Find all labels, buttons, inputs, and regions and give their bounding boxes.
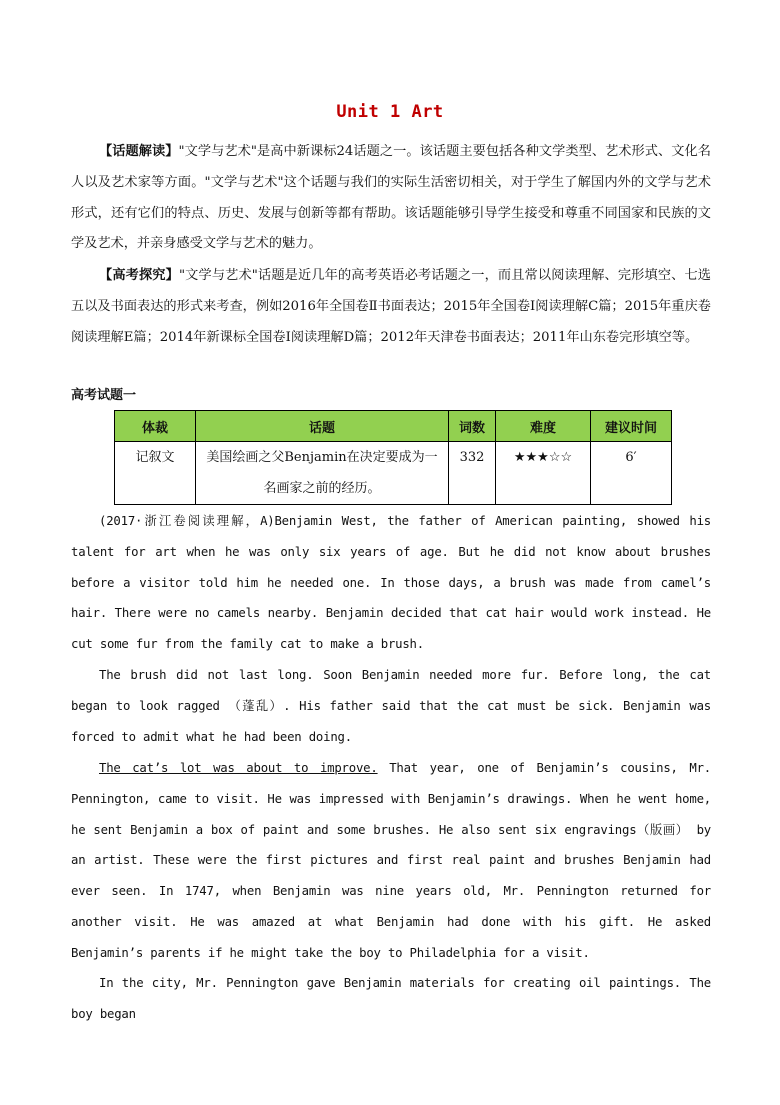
header-suggested-time: 建议时间 bbox=[591, 411, 672, 442]
topic-value: 美国绘画之父Benjamin在决定要成为一名画家之前的经历。 bbox=[206, 450, 438, 496]
difficulty-stars: ★★★☆☆ bbox=[513, 450, 573, 465]
header-topic: 话题 bbox=[196, 411, 449, 442]
exam-explore-paragraph bbox=[71, 261, 711, 353]
topic-intro-label: 【话题解读】 bbox=[99, 144, 179, 159]
passage-paragraph-4: In the city, Mr. Pennington gave Benjamin materials for creating oil paintings. The boy began bbox=[71, 976, 711, 1021]
cell-word-count bbox=[449, 442, 496, 505]
topic-intro-paragraph bbox=[71, 137, 711, 260]
cell-difficulty bbox=[496, 442, 591, 505]
header-word-count: 词数 bbox=[449, 411, 496, 442]
cell-genre bbox=[115, 442, 196, 505]
table-row bbox=[115, 442, 672, 505]
word-count-value: 332 bbox=[459, 450, 485, 465]
table-header-row bbox=[115, 411, 672, 442]
underlined-sentence: The cat’s lot was about to improve. bbox=[99, 761, 378, 775]
topic-intro-text: "文学与艺术"是高中新课标24话题之一。该话题主要包括各种文学类型、艺术形式、文化名人以及艺术家等方面。"文学与艺术"这个话题与我们的实际生活密切相关，对于学生了解国内外的文学与艺术形式，还有它们的特点、历史、发展与创新等都有帮助。该话题能够引导学生接受和尊重不同国家和民族的文学及艺术，并亲身感受文学与艺术的魅力。 bbox=[71, 144, 711, 252]
passage-paragraph-3 bbox=[71, 753, 711, 968]
page-title: Unit 1 Art bbox=[336, 102, 444, 122]
passage-paragraph-1: (2017·浙江卷阅读理解，A)Benjamin West, the father of American painting, showed his talent for art when he was only six years of age. But he did not know about brushes before a visitor told him he needed one. In those days, a brush was made from camel’s hair. There were no camels nearby. Benjamin decided that cat hair would work instead. He cut some fur from the family cat to make a brush. bbox=[71, 514, 711, 651]
header-genre: 体裁 bbox=[115, 411, 196, 442]
suggested-time-value: 6′ bbox=[625, 450, 637, 465]
passage-paragraph-2: The brush did not last long. Soon Benjamin needed more fur. Before long, the cat began to look ragged （蓬乱）. His father said that the cat must be sick. Benjamin was forced to admit what he had been doing. bbox=[71, 668, 711, 744]
passage-paragraph-3-text: That year, one of Benjamin’s cousins, Mr. Pennington, came to visit. He was impressed with Benjamin’s drawings. When he went home, he sent Benjamin a box of paint and some brushes. He also sent six engravings（版画） by an artist. These were the first pictures and first real paint and brushes Benjamin had ever seen. In 1747, when Benjamin was nine years old, Mr. Pennington returned for another visit. He was amazed at what Benjamin had done with his gift. He asked Benjamin’s parents if he might take the boy to Philadelphia for a visit. bbox=[71, 761, 711, 960]
exam-explore-text: "文学与艺术"话题是近几年的高考英语必考话题之一，而且常以阅读理解、完形填空、七选五以及书面表达的形式来考查，例如2016年全国卷Ⅱ书面表达；2015年全国卷Ⅰ阅读理解C篇；2015年重庆卷阅读理解E篇；2014年新课标全国卷Ⅰ阅读理解D篇；2012年天津卷书面表达；2011年山东卷完形填空等。 bbox=[71, 268, 711, 345]
passage-info-table bbox=[114, 410, 672, 505]
exam-explore-label: 【高考探究】 bbox=[99, 268, 179, 283]
header-difficulty: 难度 bbox=[496, 411, 591, 442]
cell-suggested-time bbox=[591, 442, 672, 505]
genre-value: 记叙文 bbox=[135, 450, 175, 465]
cell-topic bbox=[196, 442, 449, 505]
section-heading: 高考试题一 bbox=[71, 388, 137, 403]
